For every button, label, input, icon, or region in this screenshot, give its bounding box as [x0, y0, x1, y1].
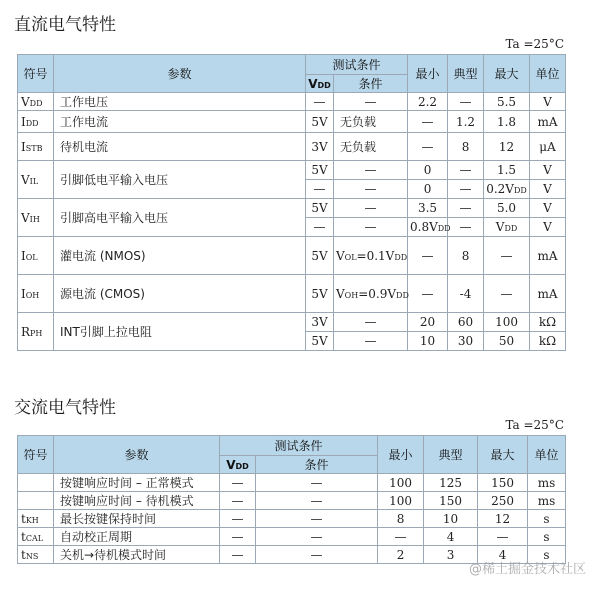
- table-row: IDD 工作电流 5V 无负载 — 1.2 1.8 mA: [18, 111, 566, 133]
- ac-header-symbol: 符号: [18, 436, 54, 474]
- table-row: VIL 引脚低电平输入电压 5V — 0 — 1.5 V: [18, 161, 566, 180]
- table-row: — — 0 — 0.2VDD V: [18, 180, 566, 199]
- table-row: RPH INT引脚上拉电阻 3V — 20 60 100 kΩ: [18, 313, 566, 332]
- ac-header-unit: 单位: [528, 436, 566, 474]
- dc-header-symbol: 符号: [18, 55, 54, 93]
- table-row: ISTB 待机电流 3V 无负载 — 8 12 μA: [18, 133, 566, 161]
- ac-temperature-note: Ta =25°C: [505, 418, 564, 432]
- dc-header-max: 最大: [484, 55, 530, 93]
- dc-header-typ: 典型: [448, 55, 484, 93]
- dc-section-title: 直流电气特性: [14, 15, 116, 35]
- dc-header-cond: 条件: [334, 75, 408, 93]
- table-row: IOH 源电流 (CMOS) 5V VOH=0.9VDD — -4 — mA: [18, 275, 566, 313]
- dc-header-min: 最小: [408, 55, 448, 93]
- ac-header-max: 最大: [478, 436, 528, 474]
- ac-header-typ: 典型: [424, 436, 478, 474]
- ac-header-min: 最小: [378, 436, 424, 474]
- table-row: 5V — 10 30 50 kΩ: [18, 332, 566, 351]
- dc-header-vdd: VDD: [306, 75, 334, 93]
- table-row: 按键响应时间 – 正常模式 — — 100 125 150 ms: [18, 474, 566, 492]
- table-row: IOL 灌电流 (NMOS) 5V VOL=0.1VDD — 8 — mA: [18, 237, 566, 275]
- dc-characteristics-table: [17, 54, 566, 351]
- ac-characteristics-table: [17, 435, 566, 564]
- watermark-text: @稀土掘金技术社区: [468, 562, 586, 577]
- ac-section-title: 交流电气特性: [14, 398, 116, 418]
- dc-header-test: 测试条件: [306, 55, 408, 75]
- table-row: — — 0.8VDD — VDD V: [18, 218, 566, 237]
- dc-temperature-note: Ta =25°C: [505, 37, 564, 51]
- ac-header-param: 参数: [54, 436, 220, 474]
- dc-header-param: 参数: [54, 55, 306, 93]
- ac-header-test: 测试条件: [220, 436, 378, 456]
- table-row: 按键响应时间 – 待机模式 — — 100 150 250 ms: [18, 492, 566, 510]
- dc-header-unit: 单位: [530, 55, 566, 93]
- table-row: tCAL 自动校正周期 — — — 4 — s: [18, 528, 566, 546]
- table-row: VIH 引脚高电平输入电压 5V — 3.5 — 5.0 V: [18, 199, 566, 218]
- table-row: VDD 工作电压 — — 2.2 — 5.5 V: [18, 93, 566, 111]
- table-row: tKH 最长按键保持时间 — — 8 10 12 s: [18, 510, 566, 528]
- table-row: tNS 关机→待机模式时间 — — 2 3 4 s: [18, 546, 566, 564]
- ac-header-vdd: VDD: [220, 456, 256, 474]
- ac-header-cond: 条件: [256, 456, 378, 474]
